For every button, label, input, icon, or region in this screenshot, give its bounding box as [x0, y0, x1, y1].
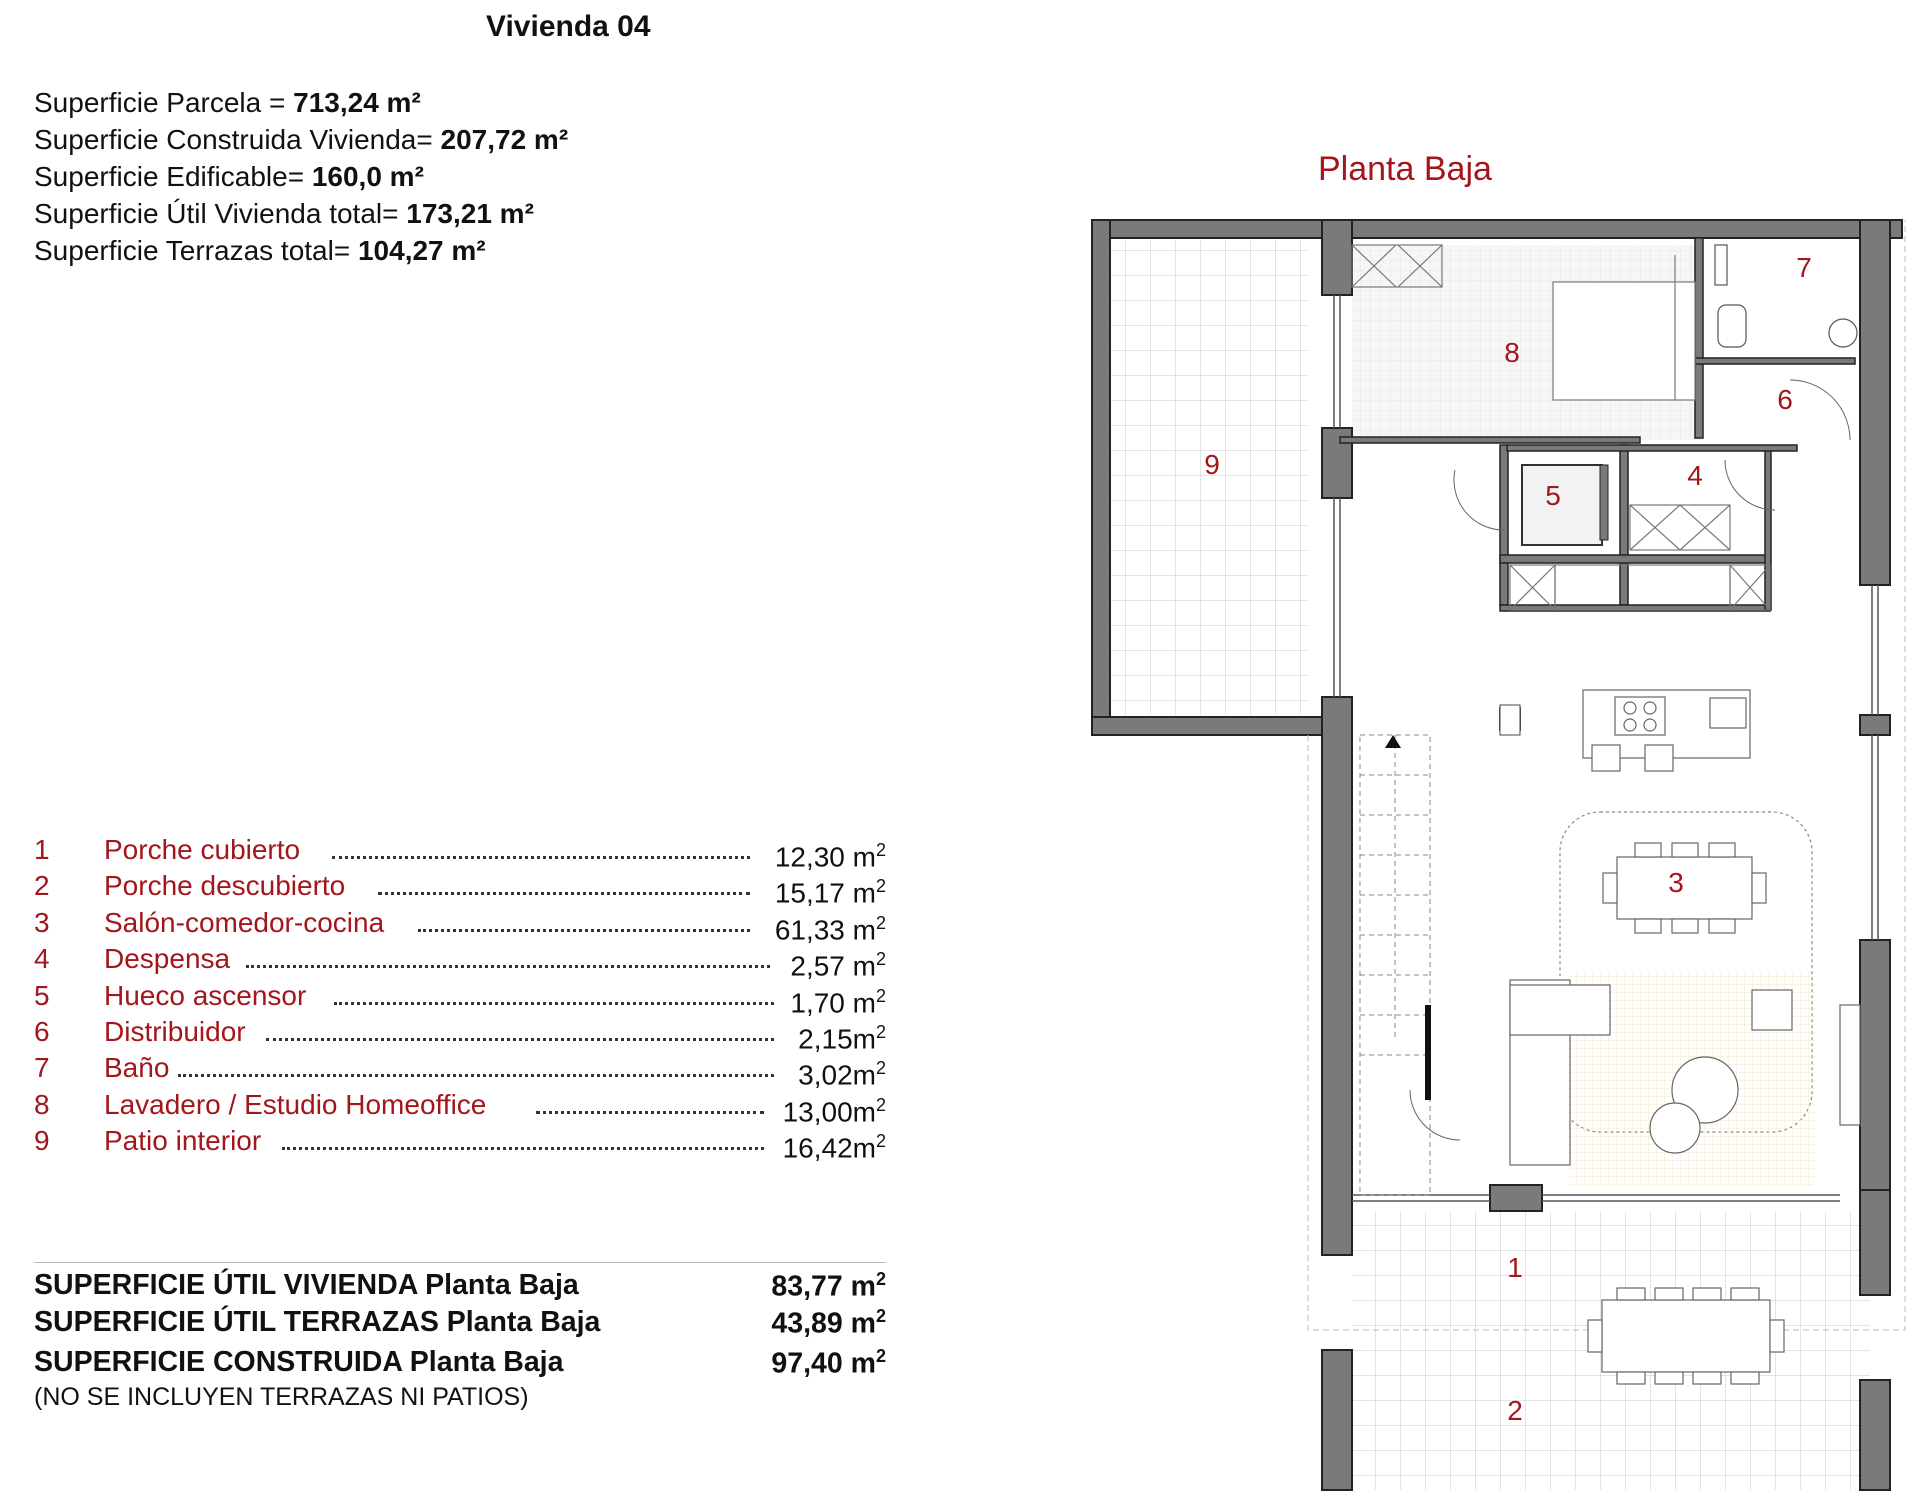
legend-number: 5: [34, 979, 50, 1011]
spec-value: 173,21 m²: [406, 198, 534, 229]
spec-row: [34, 232, 568, 269]
room-label: 1: [1507, 1252, 1523, 1283]
leader-dots: [246, 965, 770, 968]
summary-value: 83,77 $m^2$: [771, 1269, 886, 1303]
legend-room-name: Porche cubierto: [104, 834, 301, 865]
legend-area: $3,02m^2$: [798, 1058, 886, 1091]
legend-number: 1: [34, 834, 50, 865]
legend-room-name: Salón-comedor-cocina: [104, 906, 385, 938]
legend-number: 8: [34, 1088, 50, 1120]
spec-row: [34, 84, 568, 121]
dining-table: [1603, 843, 1766, 933]
leader-dots: [418, 929, 750, 932]
legend-room-name: Despensa: [104, 943, 231, 975]
stair-handrail: [1425, 1005, 1431, 1100]
legend-item: [34, 941, 886, 982]
legend-area: 61,33 $m^2$: [774, 912, 886, 946]
leader-dots: [282, 1147, 764, 1150]
leader-dots: [536, 1111, 764, 1114]
legend-area: 1,70 $m^2$: [790, 985, 886, 1018]
spec-row: [34, 195, 568, 232]
legend-area: $16,42m^2$: [782, 1131, 886, 1164]
porch-table: [1588, 1288, 1784, 1384]
room-label: 4: [1687, 460, 1703, 491]
bathroom-fixtures: [1715, 245, 1857, 347]
legend-number: 9: [34, 1125, 50, 1157]
legend-number: 3: [34, 906, 50, 938]
legend-room-name: Baño: [104, 1052, 170, 1084]
legend-number: 4: [34, 943, 50, 975]
legend-room-name: Lavadero / Estudio Homeoffice: [104, 1088, 487, 1120]
room-label: 5: [1545, 480, 1561, 511]
floor-plan: [1090, 215, 1920, 1499]
spec-value: 104,27 m²: [357, 235, 486, 266]
legend-room-name: Distribuidor: [104, 1015, 246, 1047]
summary-note: (NO SE INCLUYEN TERRAZAS NI PATIOS): [34, 1383, 529, 1411]
legend-room-name: Hueco ascensor: [104, 979, 307, 1011]
spec-label: Superficie Terrazas total=: [34, 235, 358, 266]
elevator: [1522, 465, 1608, 545]
legend-area: 12,30 $m^2$: [774, 840, 886, 873]
leader-dots: [178, 1074, 774, 1077]
room-label: 3: [1668, 867, 1684, 898]
summary-row: [34, 1269, 886, 1306]
leader-dots: [378, 892, 750, 895]
legend-number: 7: [34, 1052, 50, 1084]
legend-area: $13,00m^2$: [782, 1094, 886, 1128]
legend-number: 6: [34, 1015, 50, 1047]
legend-item: [34, 1014, 886, 1055]
spec-row: [34, 121, 568, 158]
room-legend: [34, 832, 886, 1164]
legend-area: $2,15m^2$: [798, 1021, 886, 1055]
legend-item: [34, 1050, 886, 1091]
spec-row: [34, 158, 568, 195]
legend-item: [34, 978, 886, 1018]
legend-item: [34, 1087, 886, 1128]
legend-item: [34, 1123, 886, 1164]
room-label: 2: [1507, 1395, 1523, 1426]
stair: [1360, 735, 1430, 1195]
spec-value: 207,72 m²: [440, 124, 569, 155]
summary-label: SUPERFICIE CONSTRUIDA Planta Baja: [34, 1346, 564, 1378]
room-label: 7: [1796, 252, 1812, 283]
specs-list: [34, 84, 568, 269]
spec-value: 713,24 m²: [293, 87, 421, 118]
spec-value: 160,0 m²: [311, 161, 424, 192]
summary-value: 43,89 $m^2$: [771, 1306, 886, 1340]
room-label: 6: [1777, 384, 1793, 415]
legend-item: [34, 868, 886, 909]
page-title: Vivienda 04: [486, 10, 651, 43]
spec-label: Superficie Edificable=: [34, 161, 312, 192]
summary-value: 97,40 $m^2$: [771, 1346, 886, 1380]
legend-room-name: Patio interior: [104, 1125, 262, 1157]
legend-room-name: Porche descubierto: [104, 870, 346, 902]
legend-area: 15,17 $m^2$: [774, 876, 886, 909]
spec-label: Superficie Parcela =: [34, 87, 294, 118]
room-label: 8: [1504, 337, 1520, 368]
legend-item: [34, 832, 886, 873]
stair-arrow: [1385, 735, 1401, 748]
summary-block: [34, 1262, 886, 1412]
leader-dots: [334, 1002, 774, 1005]
kitchen-island: [1500, 690, 1750, 771]
leader-dots: [332, 856, 750, 859]
legend-item: [34, 905, 886, 946]
summary-row: [34, 1346, 886, 1383]
room-label: 9: [1204, 449, 1220, 480]
legend-number: 2: [34, 870, 50, 902]
plan-title: Planta Baja: [1318, 150, 1492, 188]
leader-dots: [266, 1038, 774, 1041]
legend-area: 2,57 $m^2$: [790, 949, 886, 982]
summary-label: SUPERFICIE ÚTIL TERRAZAS Planta Baja: [34, 1306, 601, 1338]
summary-label: SUPERFICIE ÚTIL VIVIENDA Planta Baja: [34, 1269, 579, 1301]
spec-label: Superficie Construida Vivienda=: [34, 124, 441, 155]
summary-row: [34, 1306, 886, 1343]
spec-label: Superficie Útil Vivienda total=: [34, 198, 407, 229]
